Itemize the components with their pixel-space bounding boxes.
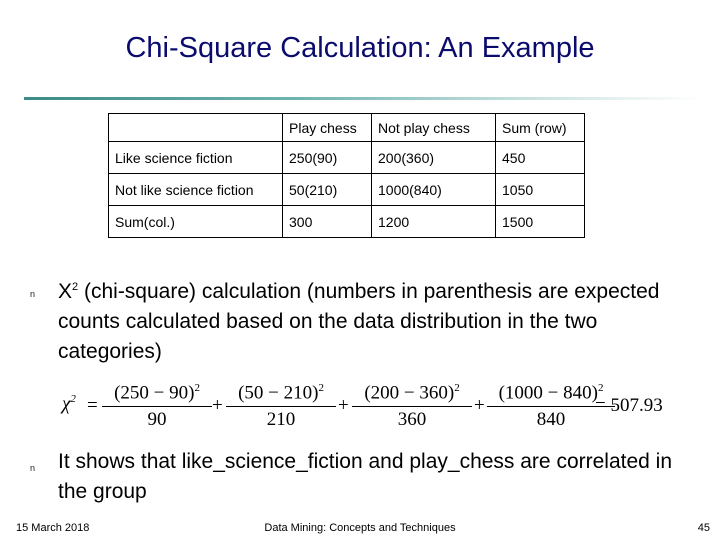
footer-course-title: Data Mining: Concepts and Techniques — [264, 522, 456, 534]
title-divider — [24, 97, 700, 100]
table-cell: 1050 — [496, 174, 585, 206]
chi-square-formula — [60, 378, 675, 436]
bullet-text: (chi-square) calculation (numbers in parenthesis are expected counts calculated based on the data distribution in the two categories) — [58, 280, 660, 363]
term-exponent: 2 — [454, 382, 460, 394]
table-header-cell — [109, 114, 283, 142]
formula-plus: + — [212, 395, 223, 416]
term-denominator: 360 — [397, 409, 427, 431]
term-numerator: (1000 − 840) — [498, 382, 598, 404]
formula-term — [352, 382, 472, 431]
formula-plus: + — [338, 395, 349, 416]
table-cell: Not like science fiction — [109, 174, 283, 206]
table-cell: Like science fiction — [109, 142, 283, 174]
term-denominator: 210 — [266, 409, 296, 431]
bullet-marker-icon: n — [30, 463, 36, 473]
formula-term — [102, 382, 212, 431]
slide-title: Chi-Square Calculation: An Example — [125, 32, 595, 64]
table-cell: 300 — [283, 206, 372, 238]
formula-result: = 507.93 — [595, 395, 663, 416]
table-cell: 1000(840) — [372, 174, 496, 206]
table-header-cell: Play chess — [283, 114, 372, 142]
table-header-cell: Not play chess — [372, 114, 496, 142]
formula-chi — [62, 393, 76, 415]
table-cell: 1200 — [372, 206, 496, 238]
table-cell: 200(360) — [372, 142, 496, 174]
term-numerator: (50 − 210) — [238, 382, 319, 404]
footer-page-number: 45 — [697, 522, 710, 534]
chi-exponent: 2 — [72, 281, 79, 293]
table-header-cell: Sum (row) — [496, 114, 585, 142]
term-exponent: 2 — [194, 382, 200, 394]
term-exponent: 2 — [597, 382, 604, 394]
bullet-marker-icon: n — [30, 289, 36, 299]
term-exponent: 2 — [318, 382, 324, 394]
table-cell: 250(90) — [283, 142, 372, 174]
formula-plus: + — [474, 395, 485, 416]
table-cell: 1500 — [496, 206, 585, 238]
term-denominator: 90 — [147, 409, 167, 431]
table-row — [109, 142, 585, 174]
table-row — [109, 174, 585, 206]
formula-chi-exponent: 2 — [70, 393, 76, 405]
bullet-conclusion: It shows that like_science_fiction and play_chess are correlated in the group — [58, 450, 673, 503]
formula-term — [226, 382, 336, 431]
term-denominator: 840 — [536, 409, 566, 431]
contingency-table — [108, 113, 585, 238]
term-numerator: (200 − 360) — [364, 382, 455, 404]
term-numerator: (250 − 90) — [114, 382, 195, 404]
bullet-chi-square-explanation — [58, 272, 698, 367]
formula-chi-symbol: χ — [62, 393, 71, 415]
table-cell: 50(210) — [283, 174, 372, 206]
table-row — [109, 206, 585, 238]
table-cell: 450 — [496, 142, 585, 174]
formula-equals: = — [87, 395, 98, 416]
footer-date: 15 March 2018 — [16, 522, 90, 534]
chi-symbol: Χ — [58, 280, 73, 303]
table-cell: Sum(col.) — [109, 206, 283, 238]
table-header-row — [109, 114, 585, 142]
